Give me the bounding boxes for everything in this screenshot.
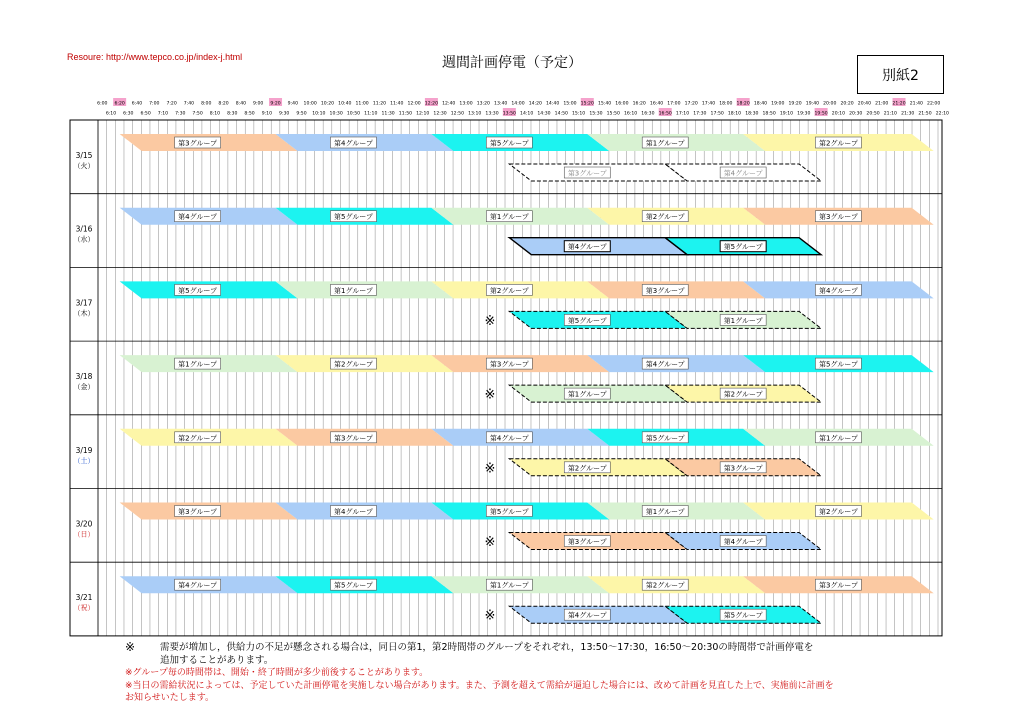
group-label: 第4グループ [178,581,218,590]
time-label-top: 20:20 [840,101,854,107]
day-weekday: （祝） [73,604,95,613]
time-label-bottom: 12:50 [450,111,465,117]
table-frame [70,120,942,636]
time-label-top: 7:20 [166,101,177,107]
time-label-top: 8:20 [218,101,229,107]
time-label-bottom: 11:50 [398,111,413,117]
time-label-bottom: 17:50 [710,111,724,117]
time-label-bottom: 21:50 [918,111,932,117]
time-label-bottom: 19:50 [814,111,828,117]
group-label: 第1グループ [334,286,373,295]
group-label: 第3グループ [489,360,529,369]
time-label-bottom: 16:30 [641,111,655,117]
time-label-bottom: 10:30 [329,111,343,117]
time-label-bottom: 18:30 [745,111,759,117]
time-label-top: 16:40 [649,101,664,107]
time-label-top: 15:20 [580,101,594,107]
time-label-top: 12:00 [407,101,421,107]
group-label: 第2グループ [818,139,858,148]
day-weekday: （水） [73,235,95,244]
time-label-bottom: 15:30 [589,111,603,117]
time-label-top: 8:00 [201,101,212,107]
extra-label: 第1グループ [723,316,763,325]
time-label-bottom: 14:30 [537,111,551,117]
extra-label: 第3グループ [567,538,607,546]
group-label: 第5グループ [645,434,685,443]
day-date: 3/15 [75,151,93,160]
note-mark: ※ [484,608,496,624]
extra-label: 第2グループ [723,390,763,399]
group-label: 第5グループ [489,139,529,148]
time-label-bottom: 7:50 [192,111,203,117]
time-label-top: 17:40 [701,101,716,107]
extra-label: 第3グループ [723,464,763,473]
time-label-top: 16:00 [615,101,629,107]
time-label-bottom: 17:10 [675,111,690,117]
note-mark: ※ [484,461,496,477]
note-mark: ※ [484,535,496,550]
time-label-bottom: 12:30 [433,111,447,117]
group-label: 第5グループ [334,213,373,222]
note-red-1: ※グループ毎の時間帯は、開始・終了時間が多少前後することがあります。 [125,668,429,678]
time-label-bottom: 9:10 [261,111,273,117]
note-mark: ※ [484,313,496,329]
time-label-top: 11:00 [355,101,369,107]
time-label-bottom: 9:50 [296,111,307,117]
time-label-top: 17:20 [684,101,698,107]
time-label-top: 22:00 [927,101,941,107]
time-label-top: 12:20 [424,101,439,107]
time-label-bottom: 11:30 [381,111,395,117]
time-label-top: 20:40 [857,101,872,107]
time-label-top: 14:40 [546,101,560,107]
time-label-bottom: 15:10 [571,111,586,117]
time-label-top: 13:20 [476,101,490,107]
group-label: 第3グループ [178,139,218,148]
time-label-bottom: 6:30 [123,111,134,117]
extra-label: 第2グループ [567,464,607,473]
time-label-top: 9:00 [253,101,264,107]
time-label-bottom: 6:10 [105,111,117,117]
group-label: 第2グループ [489,286,529,295]
day-date: 3/21 [75,593,93,603]
extra-label: 第1グループ [567,390,607,399]
time-label-bottom: 16:50 [658,111,672,117]
time-label-bottom: 18:10 [727,111,742,117]
time-label-bottom: 13:10 [468,111,482,117]
group-label: 第1グループ [489,581,529,590]
day-date: 3/17 [75,298,93,308]
group-label: 第2グループ [178,434,218,443]
appendix-label: 別紙2 [857,55,944,94]
time-label-top: 21:20 [892,101,906,107]
time-label-bottom: 16:10 [623,111,638,117]
extra-label: 第5グループ [723,611,763,620]
time-label-bottom: 20:10 [831,111,846,117]
time-label-bottom: 11:10 [364,111,378,117]
group-label: 第4グループ [645,360,685,369]
time-label-bottom: 14:10 [520,111,534,117]
time-label-top: 13:00 [459,101,473,107]
day-weekday: （土） [73,456,95,465]
group-label: 第4グループ [178,213,218,222]
day-weekday: （日） [73,530,95,539]
time-label-bottom: 15:50 [606,111,620,117]
group-label: 第1グループ [645,139,685,148]
time-label-top: 15:40 [597,101,612,107]
group-label: 第3グループ [818,581,858,590]
group-label: 第2グループ [645,213,685,222]
group-label: 第1グループ [818,434,858,443]
day-weekday: （火） [73,162,95,170]
note-red-2: ※当日の需給状況によっては、予定していた計画停電を実施しない場合があります。また、予測を超えて需給が逼迫した場合には、改めて計画を見直した上で、実施前に計画を [125,680,834,691]
time-label-top: 11:40 [390,101,404,107]
time-label-top: 10:00 [303,101,317,107]
note-main-line1: 需要が増加し，供給力の不足が懸念される場合は，同日の第1，第2時間帯のグループをそれぞれ，13:50～17:30，16:50～20:30の時間帯で計画停電を [160,642,814,653]
note-mark: ※ [484,387,496,403]
time-label-bottom: 9:30 [279,111,290,117]
extra-label: 第4グループ [567,611,607,620]
time-label-bottom: 6:50 [140,111,151,117]
time-label-top: 19:40 [805,101,820,107]
day-date: 3/19 [75,445,93,455]
group-label: 第4グループ [334,139,373,148]
note-main-line2: 追加することがあります。 [160,655,274,666]
group-label: 第2グループ [818,508,858,516]
time-label-top: 7:40 [183,101,195,107]
time-label-bottom: 22:10 [935,111,949,117]
notes [125,641,955,705]
time-label-top: 18:40 [753,101,768,107]
group-label: 第1グループ [489,213,529,222]
time-label-bottom: 18:50 [762,111,776,117]
group-label: 第4グループ [334,508,373,516]
time-label-top: 7:00 [149,101,160,107]
group-label: 第4グループ [818,286,858,295]
time-label-bottom: 8:10 [209,111,221,117]
time-label-top: 20:00 [823,101,837,107]
day-weekday: （金） [73,383,95,392]
time-label-top: 16:20 [632,101,646,107]
group-label: 第3グループ [178,508,218,516]
group-label: 第3グループ [334,434,373,443]
note-red-3: お知らせいたします。 [125,693,215,703]
group-label: 第4グループ [489,434,529,443]
extra-label: 第4グループ [723,538,763,546]
time-label-top: 21:40 [909,101,923,107]
group-label: 第5グループ [818,360,858,369]
time-label-bottom: 19:30 [797,111,811,117]
time-label-top: 18:20 [736,101,750,107]
day-weekday: （木） [73,309,95,318]
time-label-top: 8:40 [235,101,247,107]
time-label-top: 11:20 [372,101,387,107]
time-label-top: 14:00 [511,101,525,107]
time-label-top: 15:00 [563,101,577,107]
time-label-top: 6:20 [114,101,125,107]
time-label-bottom: 20:30 [849,111,863,117]
group-label: 第1グループ [645,508,685,516]
group-label: 第5グループ [489,508,529,516]
day-date: 3/18 [75,372,93,382]
source-url: Resoure: http://www.tepco.co.jp/index-j.html [67,52,243,62]
time-label-bottom: 12:10 [416,111,430,117]
time-label-bottom: 10:10 [312,111,326,117]
time-label-top: 12:40 [442,101,456,107]
time-label-bottom: 8:50 [244,111,255,117]
time-label-top: 6:40 [131,101,143,107]
group-label: 第3グループ [818,213,858,222]
time-label-bottom: 17:30 [693,111,707,117]
time-label-bottom: 8:30 [227,111,238,117]
time-label-top: 18:00 [719,101,733,107]
time-label-top: 6:00 [97,101,108,107]
group-label: 第2グループ [334,360,373,369]
time-label-top: 9:20 [270,101,281,107]
extra-label: 第4グループ [723,169,763,178]
extra-label: 第3グループ [567,169,607,178]
time-label-top: 10:20 [320,101,335,107]
time-label-top: 13:40 [494,101,508,107]
time-label-bottom: 13:50 [502,111,516,117]
time-label-bottom: 20:50 [866,111,880,117]
extra-label: 第5グループ [723,243,763,252]
time-label-top: 19:20 [788,101,802,107]
group-label: 第5グループ [178,286,218,295]
note-main [125,641,955,667]
time-label-bottom: 14:50 [554,111,568,117]
time-label-top: 9:40 [287,101,299,107]
group-label: 第5グループ [334,581,373,590]
time-label-top: 21:00 [875,101,889,107]
time-label-bottom: 7:30 [175,111,186,117]
group-label: 第2グループ [645,581,685,590]
time-label-bottom: 13:30 [485,111,499,117]
time-label-top: 17:00 [667,101,681,107]
note-mark: ※ [125,640,136,654]
time-label-top: 10:40 [338,101,352,107]
time-label-bottom: 19:10 [779,111,794,117]
extra-label: 第4グループ [567,243,607,252]
time-label-bottom: 7:10 [157,111,169,117]
time-label-top: 19:00 [771,101,785,107]
day-date: 3/20 [75,519,93,529]
time-label-bottom: 21:30 [901,111,915,117]
extra-label: 第5グループ [567,316,607,325]
day-date: 3/16 [75,224,93,234]
time-label-top: 14:20 [528,101,542,107]
time-label-bottom: 10:50 [346,111,361,117]
page-title: 週間計画停電（予定） [442,55,582,71]
time-label-bottom: 21:10 [883,111,897,117]
group-label: 第1グループ [178,360,218,369]
group-label: 第3グループ [645,286,685,295]
